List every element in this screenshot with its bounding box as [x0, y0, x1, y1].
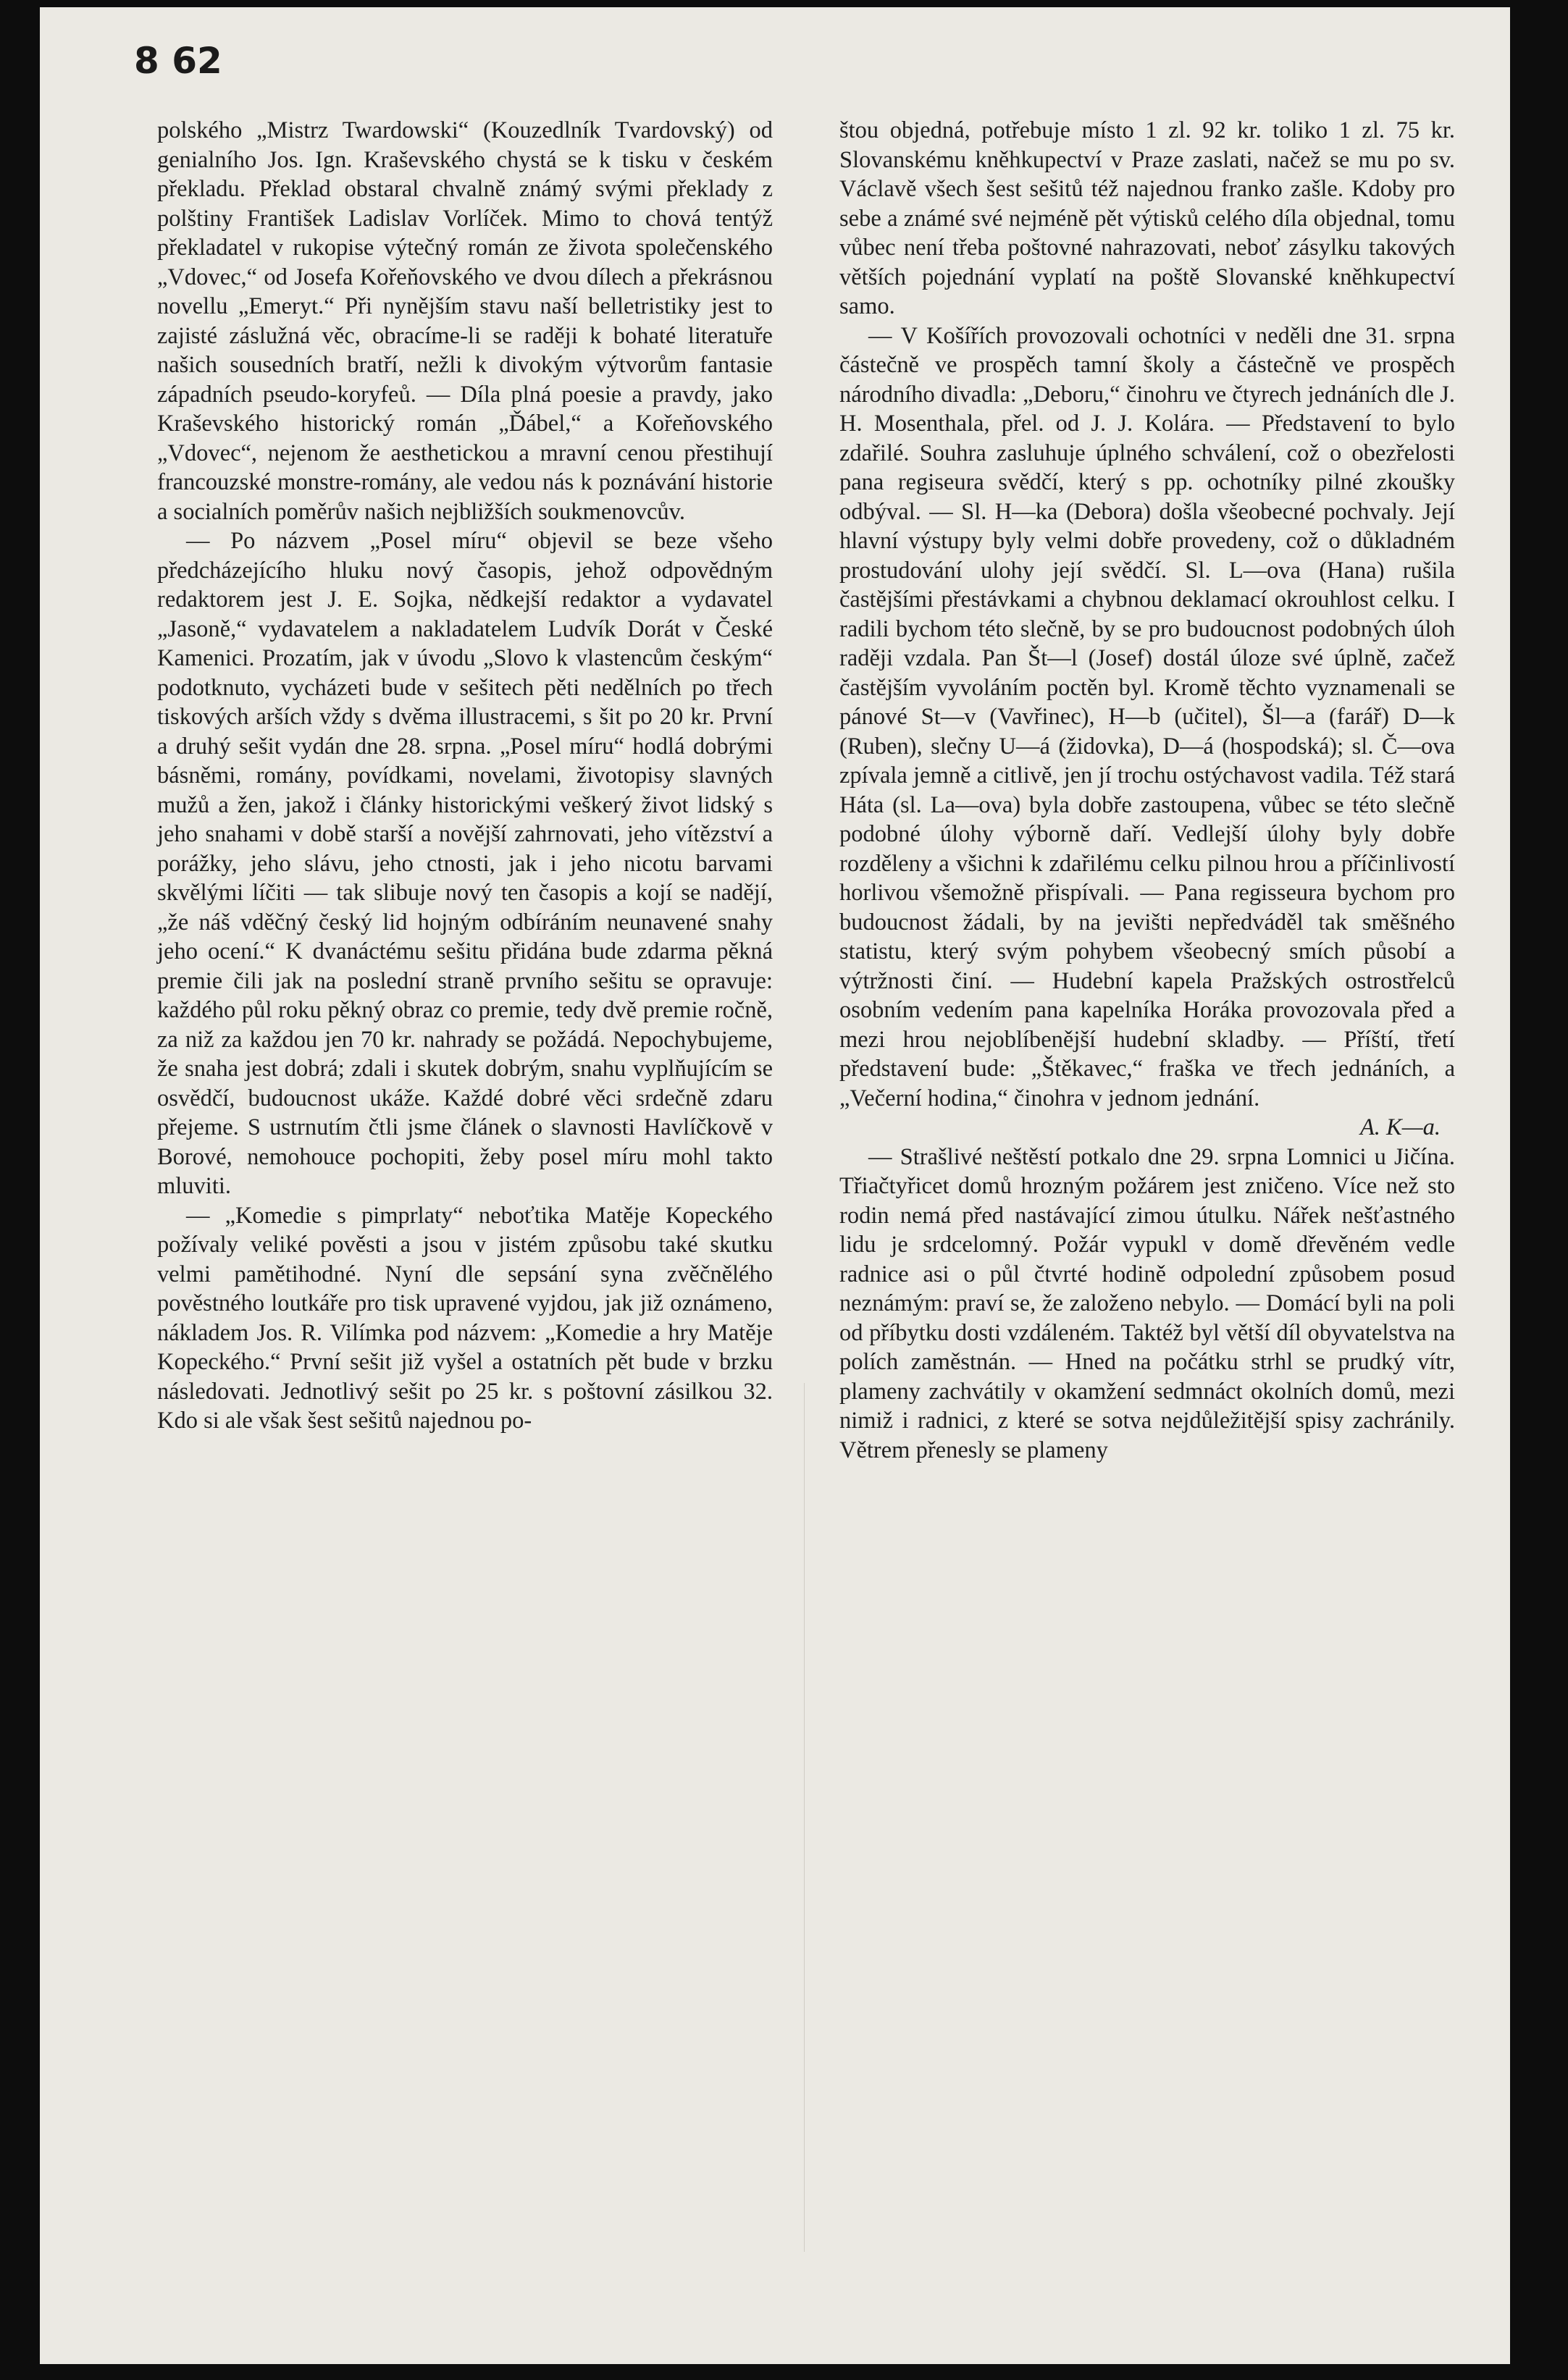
right-column — [839, 116, 1455, 1465]
column-divider — [804, 1383, 805, 2252]
article-kosire-theatre: — V Košířích provozovali ochotníci v neděli dne 31. srpna částečně ve prospěch tamní školy a částečně ve prospěch národního divadla: „Deboru,“ činohru ve čtyrech jednáních dle J. H. Mosenthala, přel. od J. J. Kolára. — Představení to bylo zdařilé. Souhra zasluhuje úplného schválení, což o obezřelosti pana regiseura svědčí, který s pp. ochotníky pilné zkoušky odbýval. — Sl. H—ka (Debora) došla všeobecné pochvaly. Její hlavní výstupy byly velmi dobře provedeny, což o důkladném prostudování ulohy její svědčí. Sl. L—ova (Hana) rušila častějšími přestávkami a chybnou deklamací okrouhlost celku. I radili bychom této slečně, by se pro budoucnost podobných úloh raději vzdala. Pan Št—l (Josef) dostál úloze své úplně, začež častějším vyvoláním poctěn byl. Kromě těchto vyznamenali se pánové St—v (Vavřinec), H—b (učitel), Šl—a (farář) D—k (Ruben), slečny U—á (židovka), D—á (hospodská); sl. Č—ova zpívala jemně a citlivě, jen jí trochu ostýchavost vadila. Též stará Háta (sl. La—ova) byla dobře zastoupena, vůbec se této slečně podobné úlohy výborně daří. Vedlejší úlohy byly dobře rozděleny a všichni k zdařilému celku pilnou hrou a příčinlivostí horlivou všemožně přispívali. — Pana regisseura bychom pro budoucnost žádali, by na jevišti nepředváděl tak směšného statistu, který svým pohybem všeobecný smích působí a výtržnosti činí. — Hudební kapela Pražských ostrostřelců osobním vedením pana kapelníka Horáka provozovala před a mezi hrou nejoblíbenější hudební skladby. — Příští, třetí představení bude: „Štěkavec,“ fraška ve třech jednáních, a „Večerní hodina,“ činohra v jednom jednání. — [839, 322, 1455, 1111]
article-continuation: štou objedná, potřebuje místo 1 zl. 92 kr. toliko 1 zl. 75 kr. Slovanskému kněhkupectví v Praze zaslati, načež se mu po sv. Václavě všech šest sešitů též najednou franko zašle. Kdoby pro sebe a známé své nejméně pět výtisků celého díla objednal, tomu vůbec není třeba poštovné nahrazovati, neboť zásylku takových větších pojednání vyplatí na poště Slovanské kněhkupectví samo. — [839, 117, 1455, 319]
article-posel-miru: — Po názvem „Posel míru“ objevil se beze všeho předcházejícího hluku nový časopis, jehož odpovědným redaktorem jest J. E. Sojka, nědkejší redaktor a vydavatel „Jasoně,“ vydavatelem a nakladatelem Ludvík Dorát v České Kamenici. Prozatím, jak v úvodu „Slovo k vlastencům českým“ podotknuto, vycházeti bude v sešitech pěti nedělních po třech tiskových arších vždy s dvěma illustracemi, s šit po 20 kr. První a druhý sešit vydán dne 28. srpna. „Posel míru“ hodlá dobrými básněmi, romány, povídkami, novelami, životopisy slavných mužů a žen, jakož i články historickými veškerý život lidský s jeho snahami v době starší a novější zahrnovati, jeho vítězství a porážky, jeho slávu, jeho ctnosti, jak i jeho nicotu barvami skvělými líčiti — tak slibuje nový ten časopis a kojí se nadějí, „že náš vděčný český lid hojným odbíráním neunavené snahy jeho ocení.“ K dvanáctému sešitu přidána bude zdarma pěkná premie čili jak na poslední straně prvního sešitu se opravuje: každého půl roku pěkný obraz co premie, tedy dvě premie ročně, za niž za každou jen 70 kr. nahrady se požádá. Nepochybujeme, že snaha jest dobrá; zdali i skutek dobrým, snahu vyplňujícím se osvědčí, budoucnost ukáže. Každé dobré věci srdečně zdaru přejeme. S ustrnutím čtli jsme článek o slavnosti Havlíčkově v Borové, nemohouce pochopiti, žeby posel míru mohl takto mluviti. — [157, 528, 773, 1199]
left-column — [157, 116, 773, 1436]
article-komedie-kopeckeho: — „Komedie s pimprlaty“ neboťtika Matěje Kopeckého požívaly veliké pověsti a jsou v jistém způsobu také skutku velmi pamětihodné. Nyní dle sepsání syna zvěčnělého pověstného loutkáře pro tisk upravené vyjdou, jak již oznámeno, nákladem Jos. R. Vilímka pod názvem: „Komedie a hry Matěje Kopeckého.“ První sešit již vyšel a ostatních pět bude v brzku následovati. Jednotlivý sešit po 25 kr. s poštovní zásilkou 32. Kdo si ale však šest sešitů najednou po- — [157, 1202, 773, 1434]
page-number: 8 62 — [134, 40, 222, 82]
newspaper-page — [40, 7, 1510, 2364]
article-twardowski: polského „Mistrz Twardowski“ (Kouzedlník Tvardovský) od genialního Jos. Ign. Kraševského chystá se k tisku v českém překladu. Překlad obstaral chvalně známý svými překlady z polštiny František Ladislav Vorlíček. Mimo to chová tentýž překladatel v rukopise výtečný román ze života společenského „Vdovec,“ od Josefa Kořeňovského ve dvou dílech a překrásnou novellu „Emeryt.“ Při nynějším stavu naší belletristiky jest to zajisté záslužná věc, obracíme-li se raději k bohaté literatuře našich sousedních bratří, nežli k divokým výtvorům fantasie západních pseudo-koryfeů. — Díla plná poesie a pravdy, jako Kraševského historický román „Ďábel,“ a Kořeňovského „Vdovec“, nejenom že aesthetickou a mravní cenou přestihují francouzské monstre-romány, ale vedou nás k poznávání historie a socialních poměrův našich nejbližších soukmenovcův. — [157, 117, 773, 525]
article-lomnice-fire: — Strašlivé neštěstí potkalo dne 29. srpna Lomnici u Jičína. Třiačtyřicet domů hrozným požárem jest zničeno. Více než sto rodin nemá před nastávající zimou útulku. Nářek nešťastného lidu je srdcelomný. Požár vypukl v domě dřevěném vedle radnice asi o půl čtvrté hodině odpolední způsobem posud neznámým: praví se, že založeno nebylo. — Domácí byli na poli od příbytku dosti vzdáleném. Taktéž byl větší díl obyvatelstva na polích zaměstnán. — Hned na počátku strhl se prudký vítr, plameny zachvátily v okamžení sedmnáct okolních domů, mezi nimiž i radnici, z které se sotva nejdůležitější spisy zachránily. Větrem přenesly se plameny — [839, 1143, 1455, 1463]
article-signature: A. K—a. — [1359, 1114, 1441, 1140]
